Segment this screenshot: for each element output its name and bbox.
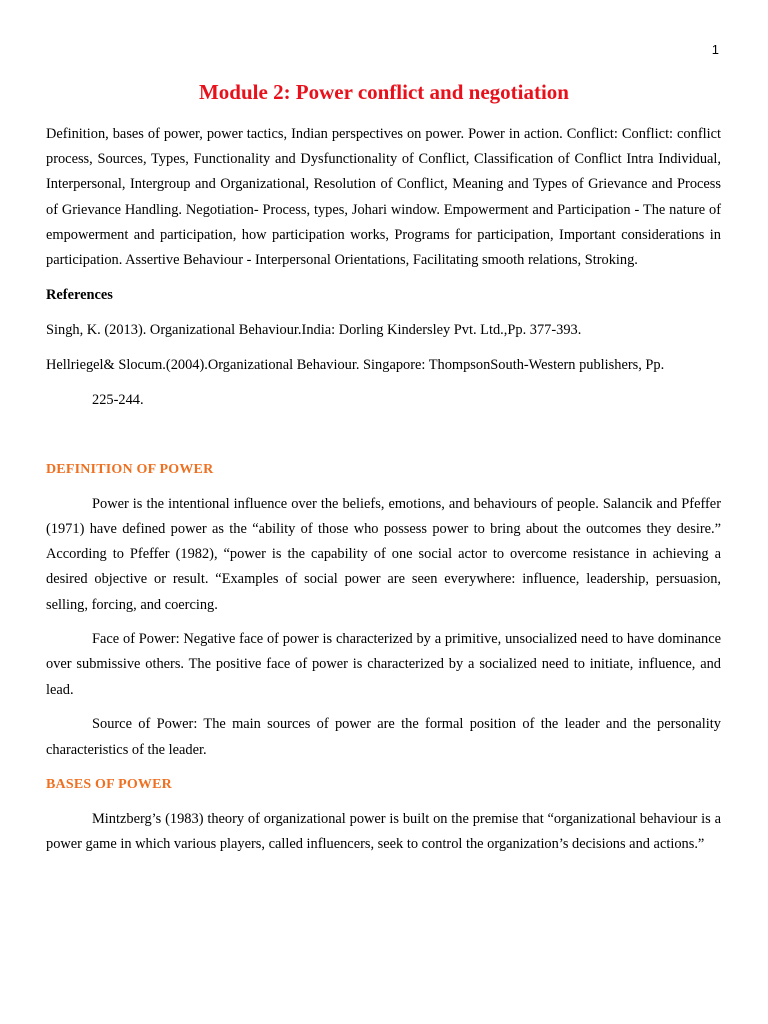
page-number: 1 <box>711 42 719 57</box>
intro-paragraph: Definition, bases of power, power tactics, Indian perspectives on power. Power in action. Conflict: Conflict: conflict process, Sources, Types, Functionality and Dysfunctionality of Conflict, Classification of Conflict Intra Individual, Interpersonal, Intergroup and Organizational, Resolution of Conflict, Meaning and Types of Grievance and Process of Grievance Handling. Negotiation- Process, types, Johari window. Empowerment and Participation - The nature of empowerment and participation, how participation works, Programs for participation, Important considerations in participation. Assertive Behaviour - Interpersonal Orientations, Facilitating smooth relations, Stroking. <box>46 126 721 269</box>
references-heading: References <box>46 286 113 303</box>
document-body <box>46 122 721 857</box>
body-paragraph: Mintzberg’s (1983) theory of organizational power is built on the premise that “organizational behaviour is a power game in which various players, called influencers, seek to control the organization’s decisions and actions.” <box>46 810 721 853</box>
section-heading-bases-of-power: BASES OF POWER <box>46 777 172 793</box>
body-paragraph: Power is the intentional influence over the beliefs, emotions, and behaviours of people. Salancik and Pfeffer (1971) have defined power as the “ability of those who possess power to bring about the outcomes they desire.” According to Pfeffer (1982), “power is the capability of one social actor to overcome resistance in achieving a desired objective or result. “Examples of social power are seen everywhere: influence, leadership, persuasion, selling, forcing, and coercing. <box>46 495 721 613</box>
reference-item: Singh, K. (2013). Organizational Behaviour.India: Dorling Kindersley Pvt. Ltd.,Pp. 377-393. <box>46 321 582 338</box>
reference-item: Hellriegel& Slocum.(2004).Organizational Behaviour. Singapore: ThompsonSouth-Western publishers, Pp. <box>46 357 665 374</box>
body-paragraph: Source of Power: The main sources of power are the formal position of the leader and the personality characteristics of the leader. <box>46 716 721 758</box>
page-title: Module 2: Power conflict and negotiation <box>198 80 569 104</box>
section-heading-definition-of-power: DEFINITION OF POWER <box>46 462 214 478</box>
reference-item-continuation: 225-244. <box>92 391 144 408</box>
body-paragraph: Face of Power: Negative face of power is characterized by a primitive, unsocialized need to have dominance over submissive others. The positive face of power is characterized by a socialized need to initiate, influence, and lead. <box>46 631 721 698</box>
